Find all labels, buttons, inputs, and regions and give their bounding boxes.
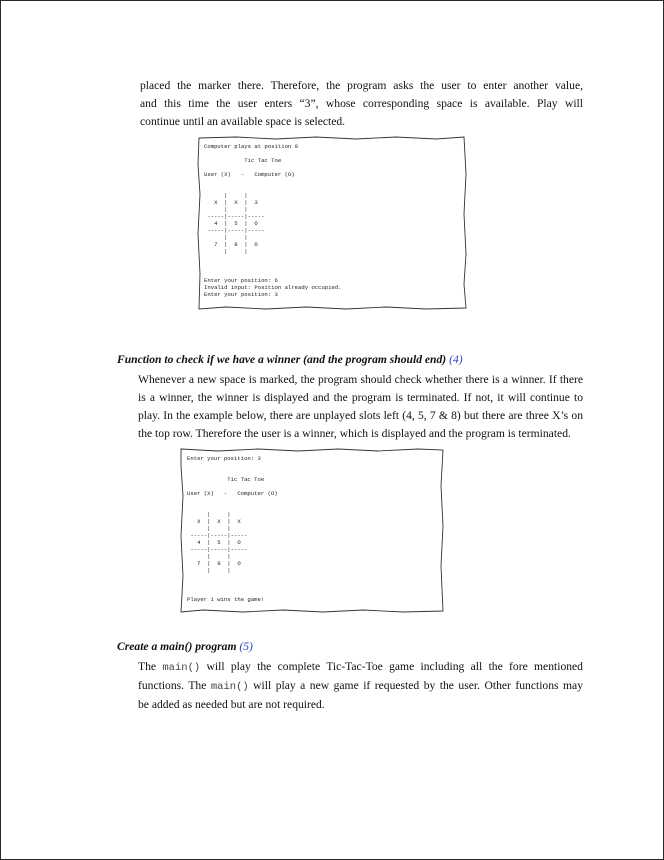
code-main: main() xyxy=(210,681,249,693)
text-run: functions. The xyxy=(138,679,207,692)
board-line: | | xyxy=(187,567,231,574)
board-line: | | xyxy=(187,525,231,532)
board-line: | | xyxy=(187,553,231,560)
console-line: Player 1 wins the game! xyxy=(187,596,265,603)
console-line: Enter your position: 3 xyxy=(204,291,278,298)
intro-line: and this time the user enters “3”, whose corresponding space is available. Play will xyxy=(140,97,583,110)
board-line: 4 | 5 | O xyxy=(204,220,258,227)
board-line: 7 | 8 | O xyxy=(204,241,258,248)
board-line: | | xyxy=(204,192,248,199)
text-run: The xyxy=(138,660,157,673)
winner-line: is a winner, the winner is displayed and the program is terminated. If not, it will continue to xyxy=(138,391,583,404)
console-line: Invalid input: Position already occupied. xyxy=(204,284,342,291)
board-line: 4 | 5 | O xyxy=(187,539,241,546)
intro-line: continue until an available space is selected. xyxy=(140,115,346,128)
board-line: -----|-----|----- xyxy=(187,532,248,539)
intro-paragraph xyxy=(140,77,583,131)
console-line: Enter your position: 6 xyxy=(204,277,278,284)
console-screenshot-winner xyxy=(178,446,446,615)
board-line: -----|-----|----- xyxy=(204,227,265,234)
board-line: | | xyxy=(204,206,248,213)
board-line: X | X | X xyxy=(187,518,241,525)
main-line: be added as needed but are not required. xyxy=(138,698,325,711)
text-run: will play the complete Tic-Tac-Toe game including all the fore mentioned xyxy=(206,660,583,673)
heading-points: (5) xyxy=(239,640,253,653)
section-heading-main xyxy=(117,640,253,653)
board-line: X | X | 3 xyxy=(204,199,258,206)
heading-points: (4) xyxy=(449,353,463,366)
code-main: main() xyxy=(162,662,201,674)
console-line: Computer plays at position 9 xyxy=(204,143,298,150)
intro-line: placed the marker there. Therefore, the program asks the user to enter another value, xyxy=(140,79,583,92)
heading-text: Create a main() program xyxy=(117,640,237,653)
winner-line: play. In the example below, there are unplayed slots left (4, 5, 7 & 8) but there are three X’s on xyxy=(138,409,583,422)
board-line: | | xyxy=(187,511,231,518)
console-line: Tic Tac Toe xyxy=(187,476,265,483)
console-line: Enter your position: 3 xyxy=(187,455,261,462)
section-heading-winner xyxy=(117,353,463,366)
board-line: 7 | 8 | O xyxy=(187,560,241,567)
winner-line: the top row. Therefore the user is a winner, which is displayed and the program is terminated. xyxy=(138,427,571,440)
main-line xyxy=(138,677,583,696)
text-run: will play a new game if requested by the user. Other functions may xyxy=(253,679,583,692)
console-line: Tic Tac Toe xyxy=(204,157,282,164)
board-line: -----|-----|----- xyxy=(204,213,265,220)
winner-line: Whenever a new space is marked, the program should check whether there is a winner. If there xyxy=(138,373,583,386)
heading-text: Function to check if we have a winner (and the program should end) xyxy=(117,353,447,366)
console-screenshot-invalid-input xyxy=(196,134,468,312)
board-line: | | xyxy=(204,234,248,241)
console-line: User (X) - Computer (O) xyxy=(204,171,295,178)
winner-paragraph xyxy=(138,371,583,443)
board-line: -----|-----|----- xyxy=(187,546,248,553)
main-paragraph xyxy=(138,658,583,714)
board-line: | | xyxy=(204,248,248,255)
console-line: User (X) - Computer (O) xyxy=(187,490,278,497)
main-line xyxy=(138,658,583,677)
